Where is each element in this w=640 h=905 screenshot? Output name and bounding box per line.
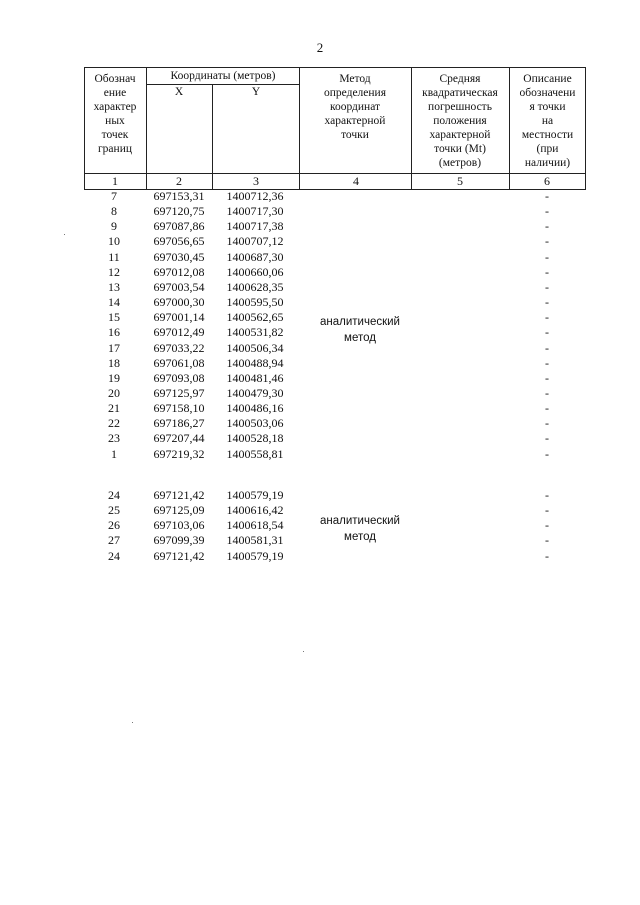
coord-y: 1400660,06 <box>226 264 284 279</box>
coord-x: 697158,10 <box>153 401 205 416</box>
table-row <box>0 431 640 446</box>
table-row <box>0 189 640 204</box>
point-id: 22 <box>108 416 120 431</box>
column-number-6: 6 <box>544 174 550 188</box>
coord-y: 1400712,36 <box>226 189 284 203</box>
point-id: 8 <box>111 204 117 219</box>
point-id: 24 <box>108 488 120 502</box>
coord-y: 1400558,81 <box>226 446 284 461</box>
point-id: 23 <box>108 431 120 446</box>
header-coordinates: Координаты (метров) <box>170 70 276 82</box>
point-id: 25 <box>108 503 120 518</box>
point-description: - <box>545 355 549 370</box>
coord-x: 697033,22 <box>153 340 205 355</box>
point-description: - <box>545 234 549 249</box>
header-description: Описание обозначени я точки на местности (при наличии) <box>519 73 576 169</box>
point-description: - <box>545 503 549 518</box>
method-group-1: аналитический метод <box>320 316 400 344</box>
header-top-border <box>84 67 586 68</box>
table-row <box>0 265 640 280</box>
point-id: 13 <box>108 279 120 294</box>
point-description: - <box>545 189 549 203</box>
vline-2 <box>212 84 213 190</box>
coord-x: 697000,30 <box>153 295 205 310</box>
coord-x: 697012,08 <box>153 264 205 279</box>
point-description: - <box>545 385 549 400</box>
point-description: - <box>545 295 549 310</box>
coord-x: 697186,27 <box>153 416 205 431</box>
column-number-5: 5 <box>457 174 463 188</box>
coord-x: 697012,49 <box>153 325 205 340</box>
coord-y: 1400528,18 <box>226 431 284 446</box>
point-id: 21 <box>108 401 120 416</box>
table-row <box>0 234 640 249</box>
point-description: - <box>545 249 549 264</box>
coord-x: 697207,44 <box>153 431 205 446</box>
coord-y: 1400503,06 <box>226 416 284 431</box>
table-row <box>0 219 640 234</box>
coord-y: 1400562,65 <box>226 310 284 325</box>
point-description: - <box>545 488 549 502</box>
point-description: - <box>545 279 549 294</box>
header-x: X <box>174 86 184 98</box>
point-description: - <box>545 340 549 355</box>
table-row <box>0 401 640 416</box>
point-description: - <box>545 416 549 431</box>
coord-x: 697125,09 <box>153 503 205 518</box>
header-y: Y <box>251 86 261 98</box>
page-number: 2 <box>316 40 324 55</box>
coord-y: 1400506,34 <box>226 340 284 355</box>
point-description: - <box>545 401 549 416</box>
point-description: - <box>545 446 549 461</box>
header-method: Метод определения координат характерной точки <box>323 73 386 141</box>
point-id: 16 <box>108 325 120 340</box>
point-description: - <box>545 325 549 340</box>
coord-y: 1400531,82 <box>226 325 284 340</box>
column-number-3: 3 <box>253 174 259 188</box>
point-id: 12 <box>108 264 120 279</box>
method-group-2: аналитический метод <box>320 515 400 543</box>
table-row <box>0 488 640 503</box>
table-row <box>0 204 640 219</box>
point-description: - <box>545 431 549 446</box>
coord-y: 1400717,38 <box>226 219 284 234</box>
coord-y: 1400618,54 <box>226 518 284 533</box>
point-id: 15 <box>108 310 120 325</box>
coord-y: 1400486,16 <box>226 401 284 416</box>
coord-y: 1400687,30 <box>226 249 284 264</box>
scan-speck <box>64 234 65 235</box>
coord-x: 697120,75 <box>153 204 205 219</box>
coord-x: 697001,14 <box>153 310 205 325</box>
point-id: 24 <box>108 548 120 563</box>
coord-x: 697219,32 <box>153 446 205 461</box>
coord-x: 697121,42 <box>153 548 205 563</box>
scan-speck <box>303 651 304 652</box>
point-description: - <box>545 548 549 563</box>
point-id: 27 <box>108 533 120 548</box>
coord-y: 1400595,50 <box>226 295 284 310</box>
table-row <box>0 549 640 564</box>
point-id: 19 <box>108 370 120 385</box>
point-description: - <box>545 264 549 279</box>
point-description: - <box>545 518 549 533</box>
point-description: - <box>545 204 549 219</box>
point-id: 14 <box>108 295 120 310</box>
coord-y: 1400481,46 <box>226 370 284 385</box>
point-id: 1 <box>111 446 117 461</box>
table-row <box>0 371 640 386</box>
coord-x: 697056,65 <box>153 234 205 249</box>
coord-x: 697030,45 <box>153 249 205 264</box>
coord-x: 697153,31 <box>153 189 205 203</box>
coord-y: 1400479,30 <box>226 385 284 400</box>
coord-y: 1400581,31 <box>226 533 284 548</box>
point-id: 18 <box>108 355 120 370</box>
point-id: 10 <box>108 234 120 249</box>
header-point-designation: Обознач ение характер ных точек границ <box>93 73 137 155</box>
coord-y: 1400616,42 <box>226 503 284 518</box>
point-description: - <box>545 310 549 325</box>
column-number-1: 1 <box>112 174 118 188</box>
point-id: 17 <box>108 340 120 355</box>
coord-y: 1400628,35 <box>226 279 284 294</box>
table-row <box>0 250 640 265</box>
coord-y: 1400717,30 <box>226 204 284 219</box>
table-row <box>0 416 640 431</box>
point-description: - <box>545 219 549 234</box>
coord-x: 697103,06 <box>153 518 205 533</box>
coord-y: 1400579,19 <box>226 548 284 563</box>
coord-y: 1400579,19 <box>226 488 284 502</box>
coord-x: 697003,54 <box>153 279 205 294</box>
coord-x: 697099,39 <box>153 533 205 548</box>
point-description: - <box>545 370 549 385</box>
coord-y: 1400707,12 <box>226 234 284 249</box>
coord-x: 697061,08 <box>153 355 205 370</box>
point-id: 7 <box>111 189 117 203</box>
table-row <box>0 295 640 310</box>
table-row <box>0 280 640 295</box>
table-row <box>0 356 640 371</box>
coord-x: 697125,97 <box>153 385 205 400</box>
scan-speck <box>132 722 133 723</box>
coord-x: 697121,42 <box>153 488 205 502</box>
header-accuracy: Средняя квадратическая погрешность положения характерной точки (Mt) (метров) <box>422 73 498 169</box>
column-number-2: 2 <box>176 174 182 188</box>
table-row <box>0 447 640 462</box>
point-id: 9 <box>111 219 117 234</box>
coord-x: 697087,86 <box>153 219 205 234</box>
point-id: 20 <box>108 385 120 400</box>
table-row <box>0 386 640 401</box>
point-id: 26 <box>108 518 120 533</box>
coord-y: 1400488,94 <box>226 355 284 370</box>
point-id: 11 <box>108 249 120 264</box>
coord-x: 697093,08 <box>153 370 205 385</box>
point-description: - <box>545 533 549 548</box>
column-number-4: 4 <box>353 174 359 188</box>
